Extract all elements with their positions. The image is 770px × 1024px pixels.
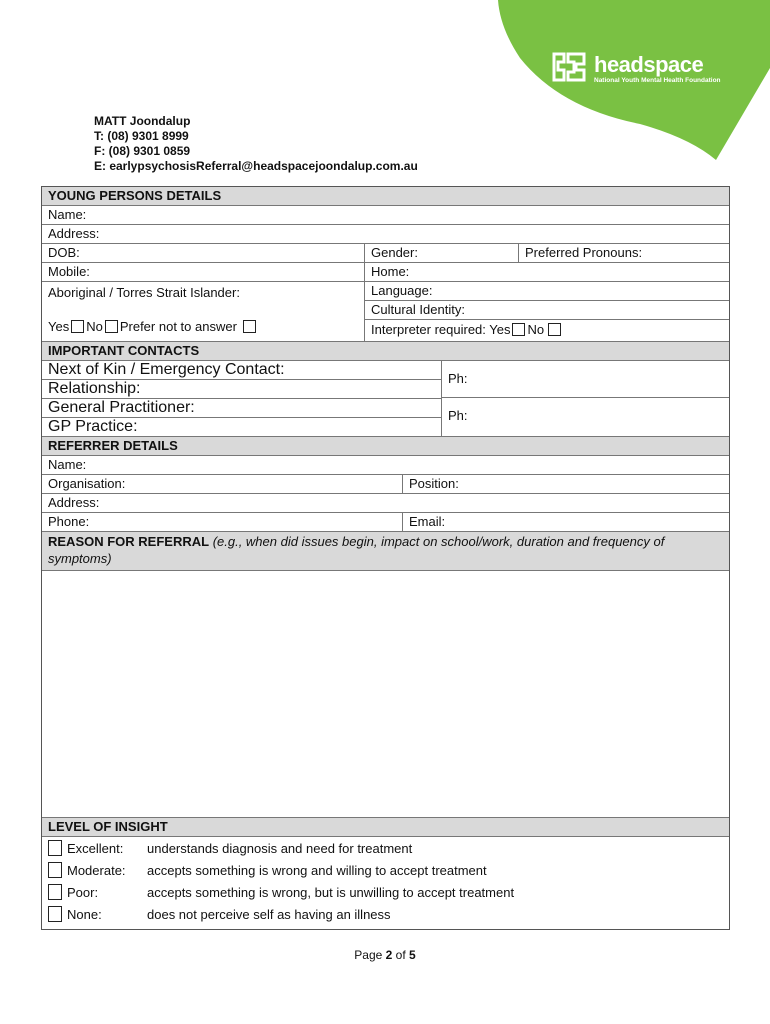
contacts-nok-field[interactable]: Next of Kin / Emergency Contact: <box>42 361 441 380</box>
contacts-left <box>42 361 441 436</box>
insight-item: None: does not perceive self as having an illness <box>42 903 729 925</box>
contact-phone: T: (08) 9301 8999 <box>94 129 189 143</box>
insight-list <box>42 837 729 929</box>
brand-name: headspace <box>594 52 704 77</box>
yp-aboriginal-block <box>42 282 364 341</box>
ref-name-row[interactable] <box>42 456 729 475</box>
interpreter-no-checkbox[interactable] <box>548 323 561 336</box>
yp-address-row[interactable] <box>42 225 729 244</box>
insight-poor-checkbox[interactable] <box>48 884 62 900</box>
ref-address-row[interactable] <box>42 494 729 513</box>
ref-phone-field[interactable]: Phone: <box>48 514 90 529</box>
aboriginal-yes-checkbox[interactable] <box>71 320 84 333</box>
yp-dob-field[interactable]: DOB: <box>48 245 80 260</box>
yp-identity-row <box>42 282 729 342</box>
aboriginal-no-checkbox[interactable] <box>105 320 118 333</box>
yp-mobile-field[interactable]: Mobile: <box>48 264 90 279</box>
contacts-gp-practice-field[interactable]: GP Practice: <box>48 418 138 435</box>
insight-none-checkbox[interactable] <box>48 906 62 922</box>
insight-item: Excellent: understands diagnosis and need for treatment <box>42 837 729 859</box>
insight-item: Poor: accepts something is wrong, but is unwilling to accept treatment <box>42 881 729 903</box>
contacts-block <box>42 361 729 437</box>
ref-organisation-field[interactable]: Organisation: <box>48 476 126 491</box>
section-header-reason: REASON FOR REFERRAL (e.g., when did issues begin, impact on school/work, duration and frequency of symptoms) <box>42 532 729 571</box>
yp-language-block <box>364 282 729 341</box>
aboriginal-prefer-checkbox[interactable] <box>243 320 256 333</box>
contact-block <box>94 114 418 174</box>
contact-email: E: earlypsychosisReferral@headspacejoondalup.com.au <box>94 159 418 173</box>
contacts-relationship-field[interactable]: Relationship: <box>42 380 441 399</box>
reason-textarea[interactable] <box>42 571 729 818</box>
contacts-ph1-field[interactable]: Ph: <box>442 361 729 398</box>
yp-gender-field[interactable]: Gender: <box>364 244 518 262</box>
insight-item: Moderate: accepts something is wrong and willing to accept treatment <box>42 859 729 881</box>
yp-pronouns-field[interactable]: Preferred Pronouns: <box>518 244 729 262</box>
yp-dob-row <box>42 244 729 263</box>
ref-phone-row <box>42 513 729 532</box>
ref-position-field[interactable]: Position: <box>402 475 729 493</box>
brand-tagline: National Youth Mental Health Foundation <box>594 77 721 84</box>
ref-name-label: Name: <box>48 457 87 472</box>
section-header-contacts: IMPORTANT CONTACTS <box>42 342 729 361</box>
yp-aboriginal-label: Aboriginal / Torres Strait Islander: <box>48 285 240 300</box>
yp-home-field[interactable]: Home: <box>364 263 729 281</box>
section-header-referrer: REFERRER DETAILS <box>42 437 729 456</box>
yp-aboriginal-options: Yes No Prefer not to answer <box>42 318 264 336</box>
ref-address-label: Address: <box>48 495 100 510</box>
yp-name-row[interactable] <box>42 206 729 225</box>
yp-name-label: Name: <box>48 207 87 222</box>
contacts-right <box>441 361 729 436</box>
yp-language-field[interactable]: Language: <box>365 282 729 301</box>
contacts-gp-field[interactable]: General Practitioner: <box>42 399 441 418</box>
contact-org: MATT Joondalup <box>94 114 191 128</box>
yp-mobile-row <box>42 263 729 282</box>
reason-hint: (e.g., when did issues begin, impact on school/work, duration and frequency of symptoms) <box>48 534 665 566</box>
ref-organisation-row <box>42 475 729 494</box>
contacts-ph2-field[interactable]: Ph: <box>448 408 468 423</box>
section-header-young-person: YOUNG PERSONS DETAILS <box>42 187 729 206</box>
yp-cultural-field[interactable]: Cultural Identity: <box>365 301 729 320</box>
yp-interpreter-field: Interpreter required: Yes No <box>365 320 729 340</box>
headspace-logo-icon <box>550 50 590 86</box>
referral-form <box>41 186 730 930</box>
section-header-insight: LEVEL OF INSIGHT <box>42 818 729 837</box>
ref-email-field[interactable]: Email: <box>402 513 729 531</box>
interpreter-yes-checkbox[interactable] <box>512 323 525 336</box>
contact-fax: F: (08) 9301 0859 <box>94 144 191 158</box>
yp-address-label: Address: <box>48 226 100 241</box>
insight-moderate-checkbox[interactable] <box>48 862 62 878</box>
page-number: Page 2 of 5 <box>354 948 416 962</box>
insight-excellent-checkbox[interactable] <box>48 840 62 856</box>
